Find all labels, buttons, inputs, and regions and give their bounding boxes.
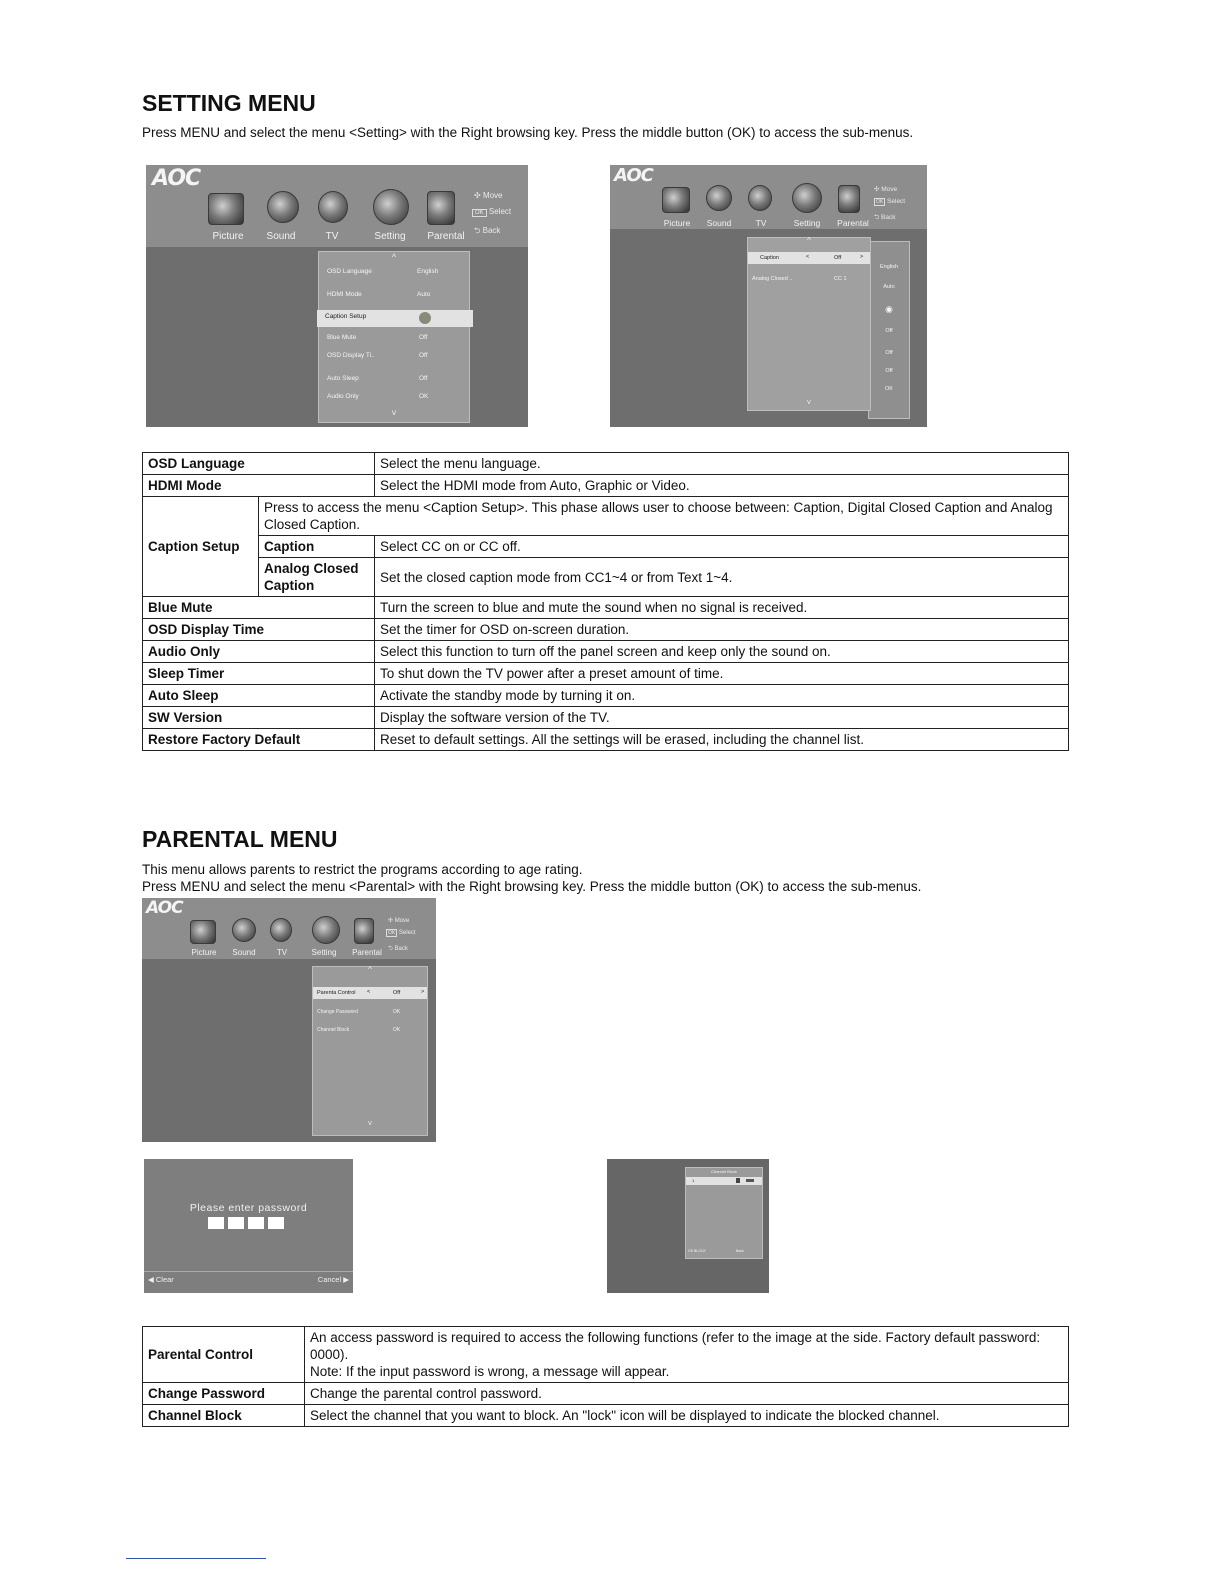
- row-label: OSD Display Time: [143, 619, 375, 641]
- hint-select: Select: [488, 207, 512, 216]
- menu-label-tv: TV: [276, 948, 288, 957]
- ok-icon: OK: [388, 930, 396, 936]
- password-prompt: Please enter password: [189, 1202, 308, 1214]
- enter-icon: ◉: [885, 304, 893, 314]
- sub-label: Caption: [259, 536, 375, 558]
- row-label: Change Password: [143, 1383, 305, 1405]
- menu-label-picture: Picture: [212, 231, 244, 242]
- parental-icon: [427, 191, 455, 225]
- menu-label-parental: Parental: [427, 231, 465, 242]
- parental-icon: [354, 918, 374, 944]
- row-label: Sleep Timer: [143, 663, 375, 685]
- menu-label-parental: Parental: [837, 218, 869, 228]
- password-digit-1[interactable]: [208, 1217, 224, 1229]
- row-desc: Select the HDMI mode from Auto, Graphic or Video.: [375, 475, 1069, 497]
- scroll-up-icon[interactable]: ^: [807, 236, 811, 245]
- parental-table: [142, 1326, 1069, 1427]
- channel-row[interactable]: 1: [686, 1177, 762, 1185]
- parental-row-channel-block[interactable]: Channel Block OK: [317, 1027, 401, 1033]
- menu-label-sound: Sound: [706, 218, 732, 228]
- row-label: Blue Mute: [143, 597, 375, 619]
- sub-desc: Set the closed caption mode from CC1~4 or from Text 1~4.: [375, 558, 1069, 597]
- row-desc: Select this function to turn off the panel screen and keep only the sound on.: [375, 641, 1069, 663]
- scroll-up-icon[interactable]: ^: [391, 252, 397, 262]
- setting-menu-title: SETTING MENU: [142, 90, 316, 116]
- menu-label-sound: Sound: [232, 948, 256, 957]
- channel-block-screenshot: [607, 1159, 769, 1293]
- password-screenshot: [144, 1159, 353, 1293]
- caption-submenu-panel: [747, 237, 871, 411]
- parental-menu-screenshot: [142, 898, 436, 1142]
- aoc-logo: AOC: [152, 166, 201, 191]
- hint-back: Back: [881, 214, 896, 221]
- row-label: Caption Setup: [143, 497, 259, 597]
- menu-label-picture: Picture: [663, 218, 691, 228]
- hint-select: Select: [887, 198, 906, 205]
- table-row: [143, 685, 1069, 707]
- parental-icon: [838, 185, 860, 213]
- parental-intro-1: This menu allows parents to restrict the programs according to age rating.: [142, 862, 583, 877]
- menu-label-picture: Picture: [191, 948, 217, 957]
- setting-menu-screenshot: [146, 165, 528, 427]
- row-label: HDMI Mode: [143, 475, 375, 497]
- setting-row-hdmi-mode[interactable]: HDMI Mode Auto: [327, 291, 431, 298]
- table-row: [143, 663, 1069, 685]
- parental-intro-2: Press MENU and select the menu <Parental> with the Right browsing key. Press the middle button (OK) to access the sub-menus.: [142, 879, 922, 894]
- hint-back: Back: [482, 226, 501, 235]
- tv-icon: [748, 185, 772, 211]
- hint-move: Move: [482, 191, 503, 200]
- table-row: [143, 475, 1069, 497]
- setting-values-panel: English Auto ◉ Off Off Off OK: [868, 241, 910, 419]
- parental-submenu-panel: [312, 966, 428, 1136]
- hint-move: Move: [394, 918, 410, 924]
- password-digit-3[interactable]: [248, 1217, 264, 1229]
- back-icon: ⮌: [388, 946, 395, 952]
- back-icon: ⮌: [874, 214, 882, 221]
- divider: [144, 1271, 353, 1272]
- password-digit-4[interactable]: [268, 1217, 284, 1229]
- row-desc: Change the parental control password.: [305, 1383, 1069, 1405]
- table-row: [143, 729, 1069, 751]
- menu-label-sound: Sound: [266, 231, 296, 242]
- aoc-logo: AOC: [614, 165, 653, 186]
- row-desc: Reset to default settings. All the settings will be erased, including the channel list.: [375, 729, 1069, 751]
- menu-label-setting: Setting: [311, 948, 337, 957]
- channel-block-panel: Channel Block 1 OK BLOCK Back: [685, 1167, 763, 1259]
- sub-desc: Select CC on or CC off.: [375, 536, 1069, 558]
- setting-row-auto-sleep[interactable]: Auto Sleep Off: [327, 375, 428, 382]
- setting-icon: [373, 189, 409, 225]
- parental-menu-title: PARENTAL MENU: [142, 826, 338, 852]
- menu-label-setting: Setting: [793, 218, 821, 228]
- ok-icon: OK: [876, 199, 884, 205]
- password-digit-2[interactable]: [228, 1217, 244, 1229]
- row-label: Audio Only: [143, 641, 375, 663]
- setting-submenu-panel: [318, 251, 470, 423]
- table-row: [143, 536, 1069, 558]
- row-desc: Set the timer for OSD on-screen duration.: [375, 619, 1069, 641]
- row-label: Channel Block: [143, 1405, 305, 1427]
- menu-label-parental: Parental: [352, 948, 382, 957]
- scroll-down-icon[interactable]: ˅: [391, 408, 397, 418]
- caption-row-caption[interactable]: Caption < Off >: [748, 252, 870, 264]
- menu-label-tv: TV: [325, 231, 339, 242]
- table-row: [143, 707, 1069, 729]
- table-row: [143, 558, 1069, 597]
- table-row: [143, 641, 1069, 663]
- hint-back: Back: [394, 946, 408, 952]
- row-desc: Select the menu language.: [375, 453, 1069, 475]
- back-icon: ⮌: [474, 226, 483, 235]
- sub-label: Analog Closed Caption: [259, 558, 375, 597]
- table-row: [143, 453, 1069, 475]
- row-label: SW Version: [143, 707, 375, 729]
- scroll-down-icon[interactable]: ˅: [367, 1119, 373, 1128]
- setting-row-osd-display-time[interactable]: OSD Display Ti.. Off: [327, 352, 428, 359]
- setting-row-osd-language[interactable]: OSD Language English: [327, 268, 439, 275]
- footnote-rule: [126, 1558, 266, 1559]
- sound-icon: [232, 918, 256, 942]
- right-arrow-icon: ▶: [341, 1275, 349, 1284]
- lock-icon: [736, 1178, 740, 1183]
- parental-row-change-password[interactable]: Change Password OK: [317, 1009, 401, 1015]
- aoc-logo: AOC: [146, 898, 183, 918]
- sound-icon: [706, 185, 732, 211]
- table-row: [143, 597, 1069, 619]
- setting-table: [142, 452, 1069, 751]
- menu-label-tv: TV: [755, 218, 767, 228]
- caption-setup-screenshot: [610, 165, 927, 427]
- picture-icon: [190, 920, 216, 944]
- row-desc: Press to access the menu <Caption Setup>. This phase allows user to choose between: Caption, Digital Closed Caption and Analog Closed Caption.: [259, 497, 1069, 536]
- ok-icon: OK: [472, 209, 487, 217]
- move-icon: ✣: [388, 918, 395, 924]
- row-desc: Select the channel that you want to block. An "lock" icon will be displayed to indicate the blocked channel.: [305, 1405, 1069, 1427]
- row-label: Restore Factory Default: [143, 729, 375, 751]
- setting-intro: Press MENU and select the menu <Setting> with the Right browsing key. Press the middle button (OK) to access the sub-menus.: [142, 125, 914, 140]
- row-label: Parental Control: [143, 1327, 305, 1383]
- row-desc: Activate the standby mode by turning it on.: [375, 685, 1069, 707]
- move-icon: ✣: [474, 191, 483, 200]
- setting-icon: [792, 183, 822, 213]
- enter-icon: [419, 312, 431, 324]
- hint-move: Move: [881, 186, 898, 193]
- tv-icon: [318, 191, 348, 223]
- table-row: [143, 1405, 1069, 1427]
- signal-icon: [746, 1179, 754, 1182]
- parental-row-control[interactable]: Parenta Control < Off >: [313, 987, 427, 999]
- clear-button[interactable]: ◀ Clear: [148, 1275, 174, 1284]
- row-desc: Turn the screen to blue and mute the sound when no signal is received.: [375, 597, 1069, 619]
- setting-icon: [312, 916, 340, 944]
- table-row: [143, 497, 1069, 536]
- scroll-up-icon[interactable]: ^: [368, 965, 372, 974]
- sound-icon: [267, 191, 299, 223]
- table-row: [143, 619, 1069, 641]
- hint-select: Select: [398, 930, 416, 936]
- table-row: [143, 1383, 1069, 1405]
- row-label: Auto Sleep: [143, 685, 375, 707]
- setting-row-audio-only[interactable]: Audio Only OK: [327, 393, 429, 400]
- caption-row-analog-closed[interactable]: Analog Closed .. CC 1: [752, 276, 847, 282]
- move-icon: ✣: [874, 186, 882, 193]
- setting-row-caption-setup[interactable]: Caption Setup: [317, 310, 473, 327]
- table-row: [143, 1327, 1069, 1383]
- menu-label-setting: Setting: [374, 231, 406, 242]
- row-desc: Display the software version of the TV.: [375, 707, 1069, 729]
- picture-icon: [208, 193, 244, 225]
- left-arrow-icon: ◀: [148, 1275, 156, 1284]
- tv-icon: [270, 918, 292, 942]
- row-label: OSD Language: [143, 453, 375, 475]
- picture-icon: [662, 187, 690, 213]
- cancel-button[interactable]: Cancel ▶: [317, 1275, 349, 1284]
- scroll-down-icon[interactable]: ˅: [806, 398, 812, 407]
- row-desc: To shut down the TV power after a preset amount of time.: [375, 663, 1069, 685]
- channel-block-title: Channel Block: [711, 1169, 737, 1174]
- row-desc: An access password is required to access the following functions (refer to the image at the side. Factory default password: 0000). Note: If the input password is wrong, a message will appear.: [305, 1327, 1069, 1383]
- setting-row-blue-mute[interactable]: Blue Mute Off: [327, 334, 428, 341]
